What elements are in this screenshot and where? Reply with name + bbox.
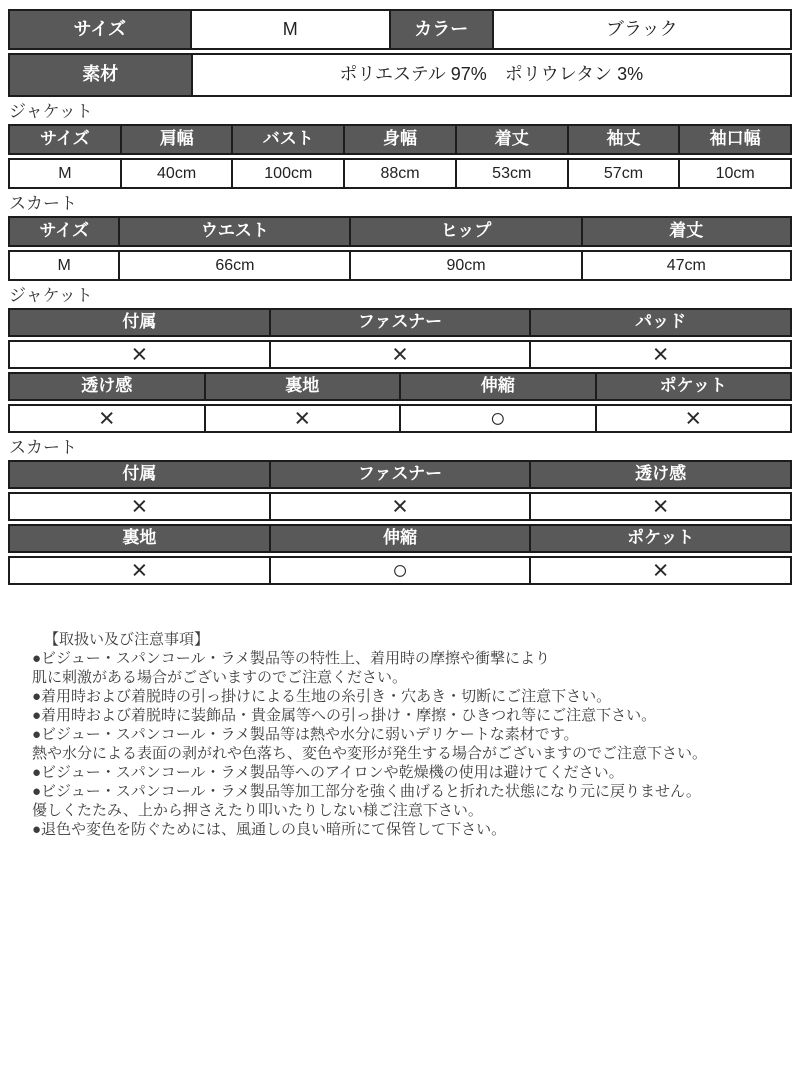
section-label-jacket-features: ジャケット [9,286,93,305]
header-cell: パッド [529,310,790,335]
cross-mark: × [685,403,702,433]
value-cell: 66cm [118,252,349,279]
section-label-skirt-features: スカート [9,438,77,457]
jacket-size-value-row [8,158,792,189]
header-cell: 裏地 [10,526,269,551]
header-cell: 透け感 [10,374,204,399]
cross-mark: × [131,555,148,585]
summary-row-size-color [8,9,792,50]
jacket-features-header-row-2 [8,372,792,401]
header-cell: サイズ [10,218,118,245]
header-cell: 着丈 [455,126,567,153]
cross-mark: × [652,339,669,369]
cross-mark: × [652,555,669,585]
header-cell: 裏地 [204,374,400,399]
material-header-cell: 素材 [10,55,191,95]
jacket-size-table [8,124,792,189]
value-cell: M [58,164,72,182]
summary-row-material [8,53,792,97]
header-cell: 付属 [10,310,269,335]
skirt-features-header-row-2 [8,524,792,553]
value-cell: 57cm [567,160,679,187]
jacket-features-value-row-1 [8,340,792,369]
care-note-line: 優しくたたみ、上から押さえたり叩いたりしない様ご注意下さい。 [32,802,483,819]
header-cell: 伸縮 [399,374,595,399]
value-cell: 47cm [581,252,790,279]
jacket-features-table [8,308,792,433]
header-cell: ヒップ [349,218,580,245]
skirt-size-value-row [8,250,792,281]
header-cell: 着丈 [581,218,790,245]
header-cell: 袖丈 [567,126,679,153]
header-cell: 伸縮 [269,526,530,551]
size-header-cell: サイズ [10,11,190,48]
header-cell: サイズ [10,126,120,153]
skirt-features-table [8,460,792,585]
header-cell: ファスナー [269,310,530,335]
care-note-line: ●退色や変色を防ぐためには、風通しの良い暗所にて保管して下さい。 [32,821,507,838]
color-header-cell: カラー [389,11,492,48]
cross-mark: × [98,403,115,433]
care-note-line: ●ビジュー・スパンコール・ラメ製品等の特性上、着用時の摩擦や衝撃により [32,650,551,667]
skirt-features-value-row-1 [8,492,792,521]
care-note-line: ●ビジュー・スパンコール・ラメ製品等加工部分を強く曲げると折れた状態になり元に戻りません。 [32,783,701,800]
care-note-line: ●着用時および着脱時の引っ掛けによる生地の糸引き・穴あき・切断にご注意下さい。 [32,688,612,705]
care-note-line: 熱や水分による表面の剥がれや色落ち、変色や変形が発生する場合がございますのでご注意下さい。 [32,745,708,762]
header-cell: 身幅 [343,126,455,153]
cross-mark: × [392,339,408,369]
value-cell: 100cm [231,160,343,187]
header-cell: 付属 [10,462,269,487]
care-notes-title: 【取扱い及び注意事項】 [44,631,210,648]
section-label-skirt-size: スカート [9,194,77,213]
size-value-cell: M [190,11,389,48]
care-note-line: ●ビジュー・スパンコール・ラメ製品等は熱や水分に弱いデリケートな素材です。 [32,726,579,743]
header-cell: 肩幅 [120,126,232,153]
section-label-jacket-size: ジャケット [9,102,93,121]
skirt-size-header-row [8,216,792,247]
cross-mark: × [294,403,311,433]
skirt-features-value-row-2 [8,556,792,585]
jacket-size-header-row [8,124,792,155]
header-cell: ウエスト [118,218,349,245]
cross-mark: × [392,491,408,521]
skirt-size-table [8,216,792,281]
cross-mark: × [131,339,148,369]
care-note-line: ●ビジュー・スパンコール・ラメ製品等へのアイロンや乾燥機の使用は避けてください。 [32,764,624,781]
jacket-features-value-row-2 [8,404,792,433]
cross-mark: × [131,491,148,521]
value-cell: 90cm [349,252,580,279]
header-cell: ファスナー [269,462,530,487]
value-cell: 40cm [120,160,232,187]
skirt-features-header-row-1 [8,460,792,489]
header-cell: ポケット [529,526,790,551]
summary-table [8,9,792,97]
care-note-line: 肌に刺激がある場合がございますのでご注意ください。 [32,669,408,686]
care-note-line: ●着用時および着脱時に装飾品・貴金属等への引っ掛け・摩擦・ひきつれ等にご注意下さい。 [32,707,657,724]
value-cell: 88cm [343,160,455,187]
material-value-cell: ポリエステル 97% ポリウレタン 3% [191,55,791,95]
value-cell: 10cm [678,160,790,187]
value-cell: M [57,256,71,274]
circle-mark: ○ [489,403,506,433]
color-value-cell: ブラック [492,11,790,48]
header-cell: ポケット [595,374,791,399]
cross-mark: × [652,491,669,521]
care-notes [8,630,792,839]
header-cell: 袖口幅 [678,126,790,153]
header-cell: 透け感 [529,462,790,487]
value-cell: 53cm [455,160,567,187]
circle-mark: ○ [391,555,409,585]
jacket-features-header-row-1 [8,308,792,337]
header-cell: バスト [231,126,343,153]
